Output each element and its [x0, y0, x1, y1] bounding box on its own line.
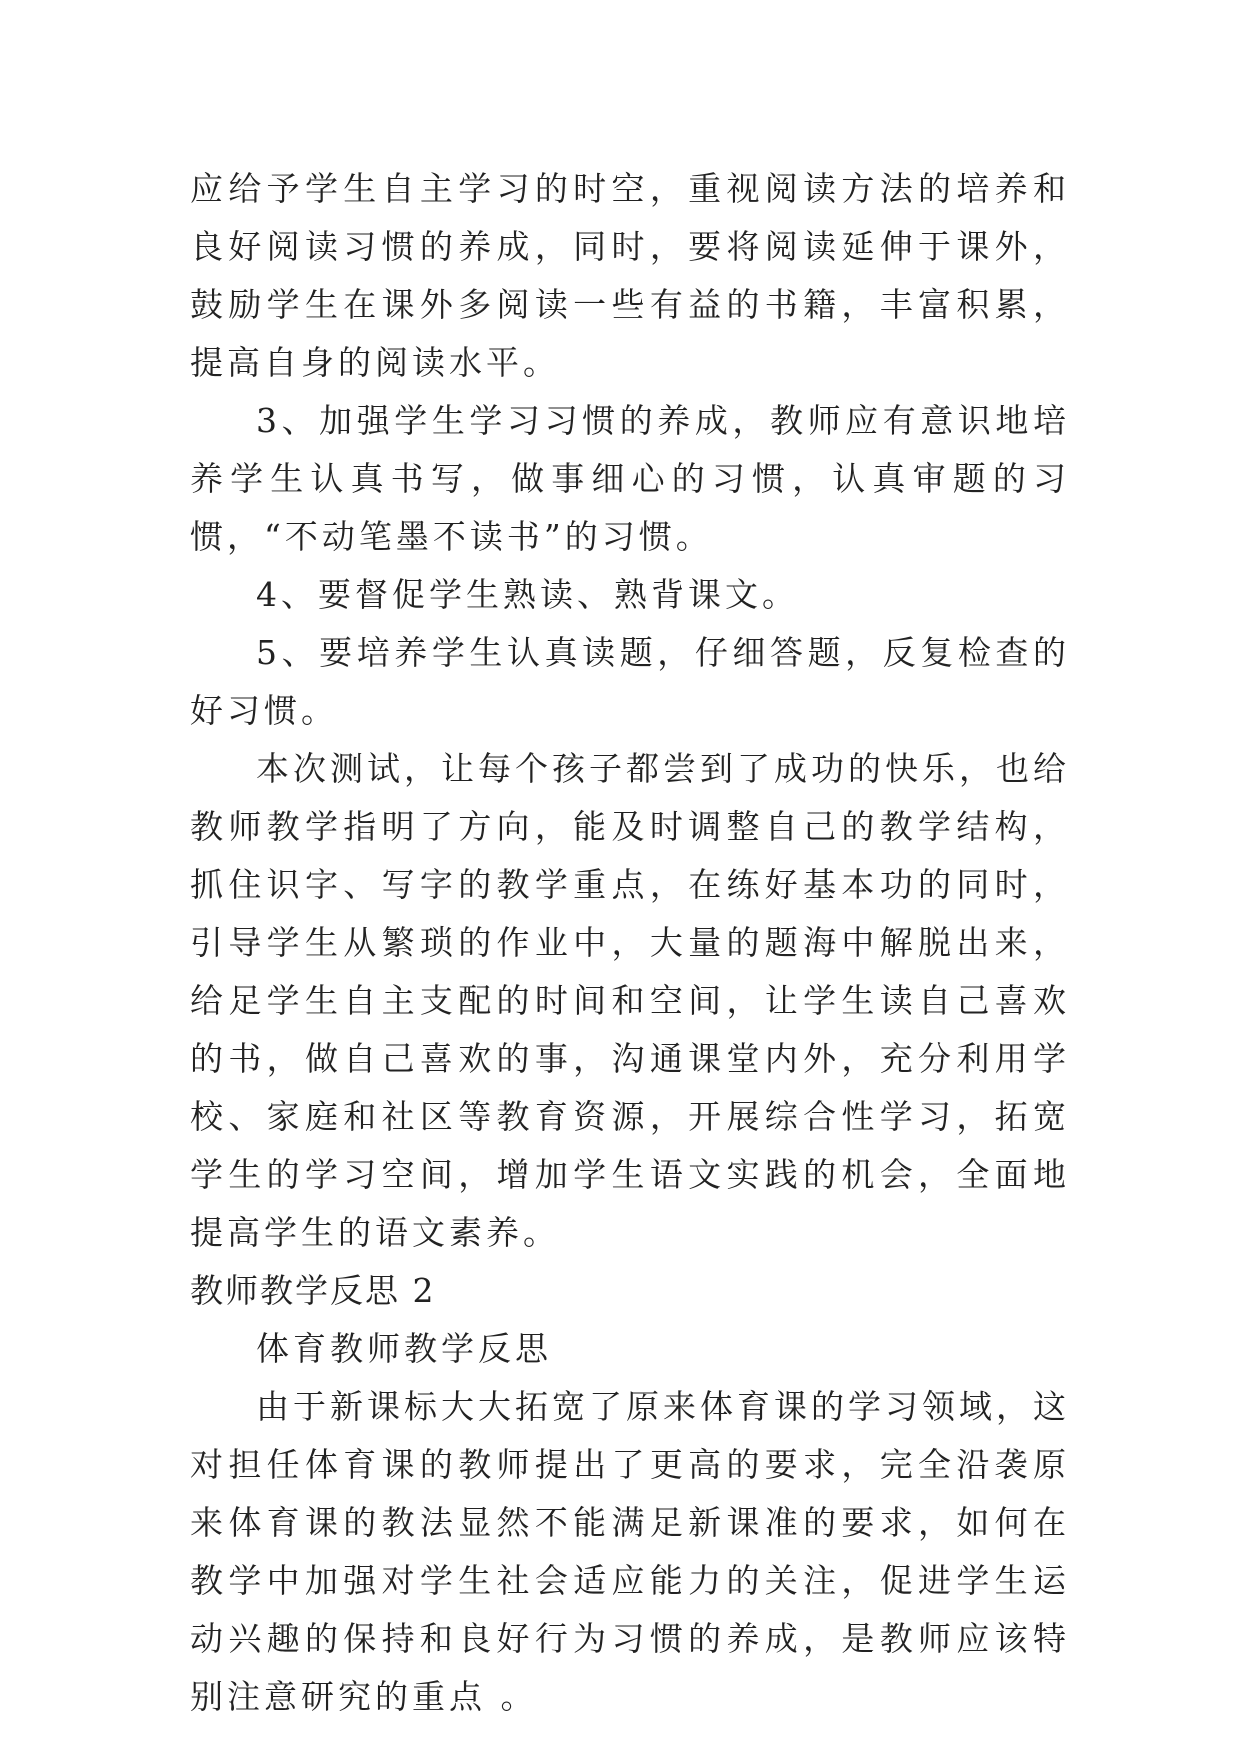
paragraph-reading-habits-continued: 应给予学生自主学习的时空，重视阅读方法的培养和良好阅读习惯的养成，同时，要将阅读延伸于课外，鼓励学生在课外多阅读一些有益的书籍，丰富积累，提高自身的阅读水平。: [190, 169, 1070, 382]
section-heading: 教师教学反思 2: [190, 1271, 436, 1310]
paragraph-test-summary: 本次测试，让每个孩子都尝到了成功的快乐，也给教师教学指明了方向，能及时调整自己的教学结构，抓住识字、写字的教学重点，在练好基本功的同时，引导学生从繁琐的作业中，大量的题海中解脱出来，给足学生自主支配的时间和空间，让学生读自己喜欢的书，做自己喜欢的事，沟通课堂内外，充分利用学校、家庭和社区等教育资源，开展综合性学习，拓宽学生的学习空间，增加学生语文实践的机会，全面地提高学生的语文素养。: [190, 749, 1070, 1252]
paragraph-item-5: 5、要培养学生认真读题，仔细答题，反复检查的好习惯。: [190, 633, 1070, 730]
paragraph-pe-reflection: 由于新课标大大拓宽了原来体育课的学习领域，这对担任体育课的教师提出了更高的要求，完全沿袭原来体育课的教法显然不能满足新课准的要求，如何在教学中加强对学生社会适应能力的关注，促进学生运动兴趣的保持和良好行为习惯的养成，是教师应该特别注意研究的重点 。: [190, 1387, 1070, 1716]
paragraph-item-4: 4、要督促学生熟读、熟背课文。: [256, 575, 799, 614]
document-body: [190, 160, 1070, 1726]
paragraph-item-3: 3、加强学生学习习惯的养成，教师应有意识地培养学生认真书写，做事细心的习惯，认真审题的习惯，“不动笔墨不读书”的习惯。: [190, 401, 1070, 556]
subsection-title: 体育教师教学反思: [256, 1329, 552, 1368]
